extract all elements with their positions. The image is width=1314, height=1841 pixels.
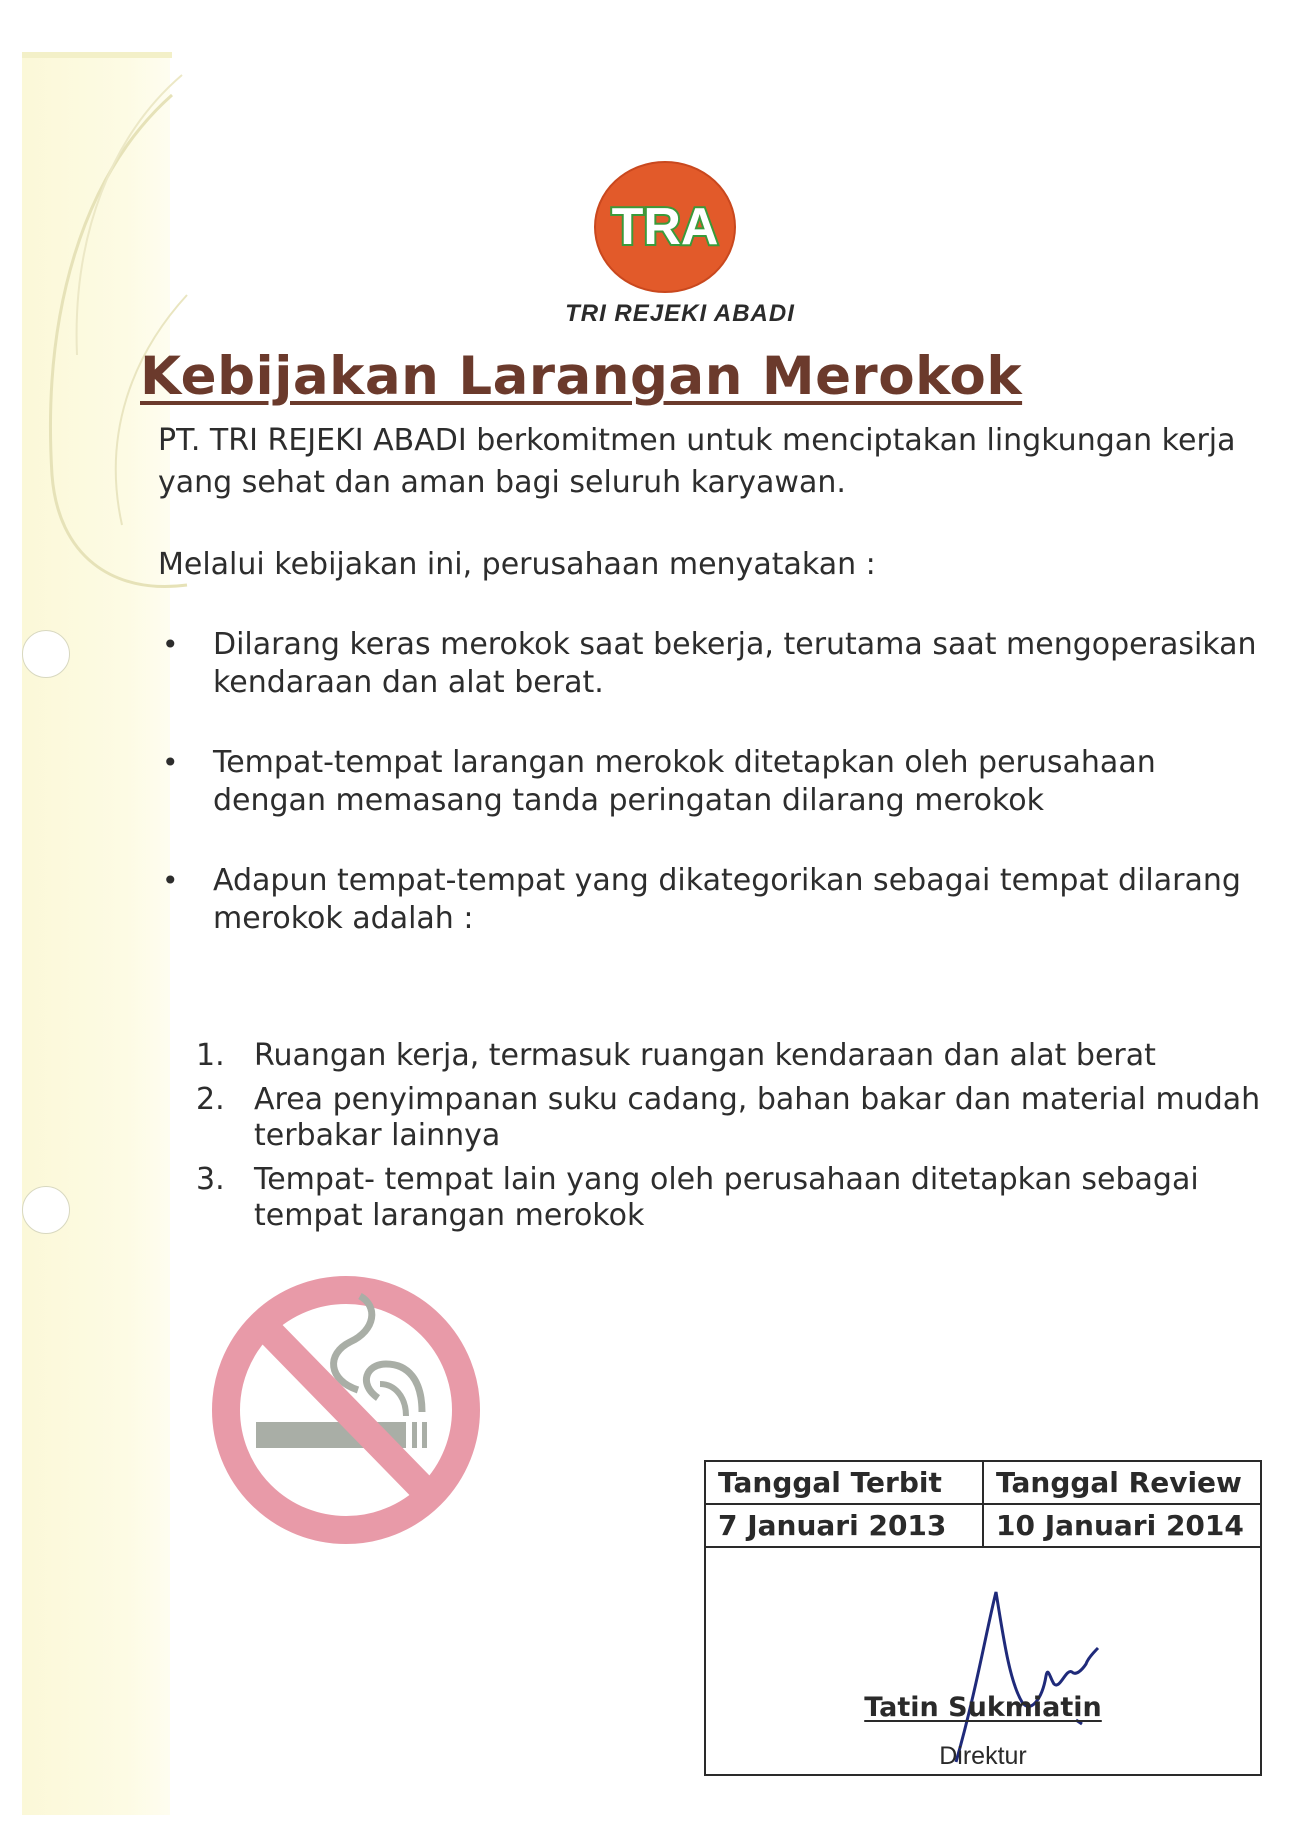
list-text: Ruangan kerja, termasuk ruangan kendaraan dan alat berat — [254, 1038, 1156, 1073]
review-date-value: 10 Januari 2014 — [983, 1504, 1260, 1547]
logo-text: TRA — [611, 198, 719, 256]
signer-role: Direktur — [939, 1742, 1027, 1770]
issue-date-label: Tanggal Terbit — [706, 1462, 983, 1504]
punch-hole-top — [22, 630, 70, 678]
list-number: 3. — [196, 1162, 225, 1197]
list-number: 2. — [196, 1082, 225, 1117]
company-logo — [593, 160, 737, 294]
no-smoking-sign-icon — [208, 1272, 484, 1548]
page-title: Kebijakan Larangan Merokok — [140, 346, 1023, 407]
lead-paragraph: Melalui kebijakan ini, perusahaan menyatakan : — [158, 547, 876, 582]
decorative-swoosh — [22, 55, 192, 615]
intro-paragraph: PT. TRI REJEKI ABADI berkomitmen untuk menciptakan lingkungan kerja yang sehat dan aman bagi seluruh karyawan. — [158, 423, 1236, 500]
list-item — [196, 1082, 1314, 1154]
punch-hole-bottom — [22, 1186, 70, 1234]
issue-date-value: 7 Januari 2013 — [706, 1504, 983, 1547]
review-date-label: Tanggal Review — [983, 1462, 1260, 1504]
policy-bullets — [158, 626, 1258, 980]
list-item — [196, 1038, 1314, 1074]
list-item: • Adapun tempat-tempat yang dikategorikan sebagai tempat dilarang merokok adalah : — [158, 862, 1258, 938]
list-text: Area penyimpanan suku cadang, bahan bakar dan material mudah terbakar lainnya — [254, 1082, 1261, 1153]
list-item: • Tempat-tempat larangan merokok ditetapkan oleh perusahaan dengan memasang tanda peringatan dilarang merokok — [158, 744, 1258, 820]
no-smoking-places-list — [196, 1038, 1314, 1242]
logo-emblem-icon — [593, 160, 737, 294]
list-text: Tempat- tempat lain yang oleh perusahaan ditetapkan sebagai tempat larangan merokok — [254, 1162, 1199, 1233]
table-row — [706, 1504, 1260, 1547]
list-number: 1. — [196, 1038, 225, 1073]
signer-name: Tatin Sukmiatin — [864, 1692, 1102, 1723]
review-table — [706, 1462, 1260, 1548]
list-item — [196, 1162, 1314, 1234]
company-name: TRI REJEKI ABADI — [565, 300, 795, 327]
list-item: • Dilarang keras merokok saat bekerja, terutama saat mengoperasikan kendaraan dan alat berat. — [158, 626, 1258, 702]
table-row — [706, 1462, 1260, 1504]
review-box — [704, 1460, 1262, 1776]
